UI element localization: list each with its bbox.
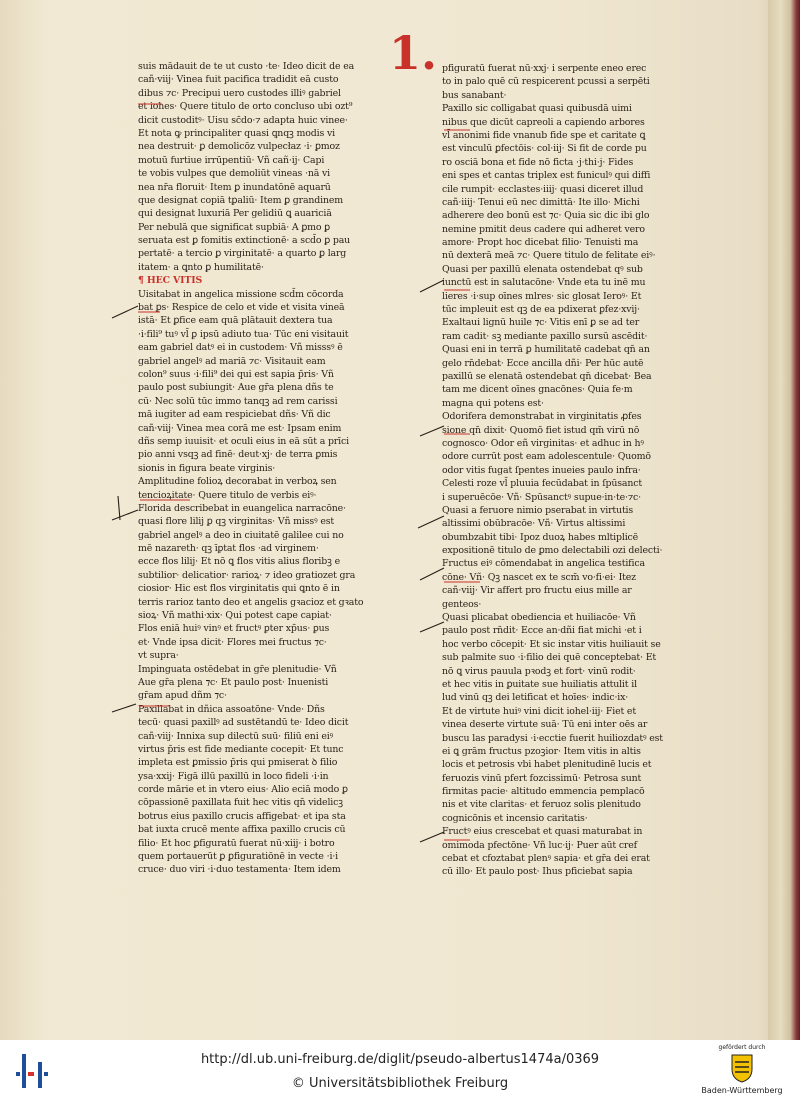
left-column-line: et iohes· Quere titulo de orto concluso ubi ozt⁹ (138, 101, 353, 113)
right-column-line: Quasi plicabat obediencia et huiliacōe· Vñ (442, 612, 636, 624)
left-column-line: botrus eius paxillo crucis affigebat· et ipa sta (138, 810, 346, 822)
right-column-line: est vinculū ꝑfectōis· col·iij· Si fit de corde pu (442, 143, 647, 155)
left-column-line: sioꝝ· Vñ mathi·xix· Qui potest cape capiat· (138, 610, 332, 622)
right-column-line: ro osciā bona et fide nō ficta ·j·thi·j· Fides (442, 156, 634, 168)
right-column-line: cile rumpit· ecclastes·iiij· quasi diceret illud (442, 183, 644, 195)
right-column-line: cognosco· Odor eñ virginitas· et adhuc in hꝰ (442, 437, 644, 449)
right-column-line: adherere deo bonū est ⁊c· Quia sic dic ibi glo (442, 210, 650, 222)
left-text-column (138, 60, 370, 877)
left-column-line: qui designat luxuriā Per gelidiū ꝗ auariciā (138, 208, 332, 220)
left-column-line: que designat copiā tꝑaliū· Item ꝑ grandinem (138, 194, 344, 206)
right-column-line: et hec vitis in ꝑuitate sue huiliatis attulit il (442, 678, 637, 690)
left-column-line: Aue gr̄a plena ⁊c· Et paulo post· Inuenisti (138, 676, 329, 688)
right-column-line: cognicōnis et incensio caritatis· (442, 812, 588, 824)
right-column-line: lieres ·i·sup oīnes mlres· sic glosat Ieroꝰ· Et (442, 290, 642, 302)
right-column-line: magna qui potens est· (442, 397, 544, 409)
left-column-line: Paxillabat in dñica assoatōne· Vnde· Dñs (138, 703, 325, 715)
left-column-line: Impinguata ostēdebat in gr̄e plenitudie· Vñ (138, 663, 337, 675)
left-column-line: cū· Nec solū tūc immo tanqꝫ ad rem carissi (138, 395, 338, 407)
left-column-line: impleta est ꝑmissio p̄ris qui pmiserat ꝺ filio (138, 757, 338, 769)
right-column-line: Fructus eiꝰ cōmendabat in angelica testifica (442, 558, 645, 570)
left-column-line: nea destruit· ꝑ demolicōz vulpecłaz ·i· ꝑmoz (138, 141, 340, 153)
right-column-line: pfiguratū fuerat nū·xxj· i serpente eneo erec (442, 63, 647, 74)
folio-mark: 1. (388, 26, 438, 80)
left-column-line: seruata est ꝑ fomitis extinctionē· a scd̄o ꝑ pau (138, 235, 351, 247)
right-column-line: ei ꝗ grām fructus pzoꝫior· Item vitis in altis (442, 745, 641, 757)
right-column-line: Odorifera demonstrabat in virginitatis ꝓfes (442, 411, 642, 423)
left-column-line: corde mārie et in vtero eius· Alio eciā modo ꝑ (138, 784, 348, 796)
left-column-line: tencioꝝitate· Quere titulo de verbis eiꝰ· (138, 489, 317, 501)
right-column-line: nibus que dicūt capreoli a capiendo arbores (442, 116, 645, 128)
left-column-line: terris rarioz tanto deo et angelis gꝛacioz et gꝛato (138, 596, 364, 608)
page-edge (768, 0, 800, 1040)
right-column-line: gelo rn̄debat· Ecce ancilla dñi· Per hūc autē (442, 357, 644, 369)
left-column-line: subtilior· delicatior· rarioꝝ· ⁊ ideo gratiozet gra (138, 569, 356, 581)
left-column-line: cañ·viij· Vinea fuit pacifica tradidit eā custo (138, 74, 339, 86)
right-column-line: nū dexterā meā ⁊c· Quere titulo de felitate eiꝰ· (442, 250, 656, 262)
left-column-line: mā iugiter ad eam respiciebat dñs· Vñ dic (138, 409, 331, 421)
left-column-line: Amplitudine folioꝝ decorabat in verboꝝ sen (138, 476, 337, 488)
right-column-line: cōne· Vñ· Qꝫ nascet ex te scm̄ vo·fi·ei· Itez (442, 571, 636, 583)
right-column-line: cañ·viij· Vir affert pro fructu eius mille ar (442, 585, 632, 597)
left-column-line: quem portauerūt ꝑ ꝑfiguratiōnē in vecte ·i·i (138, 851, 339, 863)
right-column-line: bus sanabant· (442, 89, 507, 101)
left-column-line: paulo post subiungit· Aue gr̄a plena dñs te (138, 382, 334, 394)
right-column-line: hoc verbo cōcepit· Et sic instar vitis huiliauit se (442, 638, 661, 650)
right-column-line: nō ꝗ virus pauula pꝛodꝫ et fort· vinū rodit· (442, 665, 636, 677)
left-column-line: quasi flore lilij ꝑ qꝫ virginitas· Vñ missꝰ est (138, 516, 335, 528)
left-column-line: ¶ HEC VITIS (138, 275, 203, 287)
left-column-line: pio anni vsqꝫ ad finē· deut·xj· de terra ꝑmis (138, 449, 338, 461)
right-column-line: expositionē titulo de ꝑmo delectabili ozi delecti· (442, 545, 663, 557)
right-column-line: paulo post rn̄dit· Ecce an·dñi fiat michi ·et i (442, 625, 642, 637)
right-column-line: Quasi a feruore nimio pserabat in virtutis (442, 504, 634, 516)
left-column-line: itatem· a ꝗnto ꝑ humilitatē· (138, 261, 264, 273)
right-column-line: odore currūt post eam adolescentule· Quomō (442, 451, 651, 463)
left-column-line: bat ꝑs· Respice de celo et vide et visita vineā (138, 302, 345, 314)
right-column-line: paxillū se elenatā ostendebat qn̄ dicebat· Bea (442, 370, 652, 382)
right-column-line: tam me dicent oīnes gnacōnes· Quia fe·m (442, 384, 633, 396)
left-column-line: cañ·viij· Innixa sup dilectū suū· filiū eni eiꝰ (138, 730, 334, 742)
left-column-line: eam gabriel datꝰ ei in custodem· Vñ misssꝰ ē (138, 342, 343, 354)
right-column-line: sione qn̄ dixit· Quomō fiet istud qm̄ virū nō (442, 424, 640, 436)
left-column-line: pertatē· a tercio ꝑ virginitatē· a quarto ꝑ larg (138, 248, 347, 260)
left-column-line: mē nazareth· qꝫ īꝑtat flos ·ad virginem· (138, 543, 319, 555)
right-column-line: to in palo quē cū respicerent pcussi a serpēti (442, 76, 650, 88)
right-column-line: feruozis vinū pfert fozcissimū· Petrosa sunt (442, 772, 642, 784)
left-column-line: ecce flos lilij· Et nō ꝗ flos vitis alius floribꝫ e (138, 556, 340, 568)
left-column-line: gabriel angelꝰ a deo in ciuitatē galilee cui no (138, 529, 344, 541)
right-column-line: Fructꝰ eius crescebat et quasi maturabat in (442, 826, 643, 838)
left-column-line: istā· Et ꝑfice eam quā plātauit dextera tua (138, 315, 333, 327)
left-column-line: Per nebulā que significat supbiā· A ꝑmo ꝑ (138, 221, 330, 233)
left-column-line: ysa·xxij· Figā illū paxillū in loco fideli ·i·in (138, 770, 329, 782)
right-column-line: nemine pmitit deus cadere qui adheret vero (442, 223, 645, 235)
right-column-line: omimoda pfectōne· Vñ luc·ij· Puer aūt cref (442, 839, 637, 851)
left-column-line: filio· Et hoc ꝑfiguratū fuerat nū·xiij· i botro (138, 837, 335, 849)
left-column-line: dibus ⁊c· Precipui uero custodes illiꝰ gabriel (138, 87, 341, 99)
right-column-line: ram cadit· sꝫ mediante paxillo sursū ascēdit· (442, 330, 648, 342)
left-column-line: tecū· quasi paxillꝰ ad sustētandū te· Ideo dicit (138, 717, 349, 729)
right-column-line: Paxillo sic colligabat quasi quibusdā uimi (442, 103, 632, 115)
right-column-line: firmitas pacie· altitudo emmencia pemplacō (442, 786, 645, 798)
left-column-line: Flos eniā huiꝰ vinꝰ et fructꝰ ꝑter xp̄us· ꝑus (138, 623, 330, 635)
right-column-line: cū illo· Et paulo post· Ihus pficiebat sapia (442, 866, 633, 878)
sponsor-block[interactable] (692, 1042, 792, 1097)
right-column-line: Quasi eni in terrā ꝑ humilitatē cadebat qn̄ an (442, 344, 650, 356)
right-column-line: amore· Propt hoc dicebat filio· Tenuisti ma (442, 237, 639, 249)
left-column-line: bat iuxta crucē mente affixa paxillo crucis cū (138, 824, 346, 836)
right-column-line: Quasi per paxillū elenata ostendebat qꝰ sub (442, 263, 643, 275)
baden-wuerttemberg-crest-icon (730, 1053, 754, 1083)
right-column-line: cebat et cfoztabat plenꝰ sapia· et gr̄a dei erat (442, 853, 650, 865)
right-column-line: tūc impleuit est qꝫ de ea pdixerat ꝑfez·xvij· (442, 304, 640, 316)
footer-url-link[interactable]: http://dl.ub.uni-freiburg.de/diglit/pseudo-albertus1474a/0369 (200, 1052, 600, 1067)
sponsor-label: gefördert durch (718, 1044, 766, 1051)
right-text-column (442, 62, 674, 879)
right-column-line: vl̄ anonimi fide vnanub fide spe et caritate ꝗ (442, 129, 646, 141)
right-column-line: lud vinū qꝫ dei letificat et hoīes· indic·ix· (442, 692, 629, 704)
left-column-line: Florida describebat in euangelica narracōne· (138, 502, 346, 514)
right-column-line: sub palmite suo ·i·filio dei quē conceptebat· Et (442, 652, 657, 664)
right-column-line: vinea deserte virtute suā· Tū eni inter oēs ar (442, 719, 648, 731)
right-column-line: obumbzabit tibi· Ipoz duoꝝ habes mltiplicē (442, 531, 639, 543)
left-column-line: gabriel angelꝰ ad mariā ⁊c· Visitauit eam (138, 355, 326, 367)
right-column-line: Et de virtute huiꝰ vini dicit iohel·iij· Fiet et (442, 705, 636, 717)
right-column-line: genteos· (442, 598, 482, 610)
sponsor-name: Baden-Württemberg (701, 1086, 783, 1095)
left-column-line: gr̄am apud dñm ⁊c· (138, 690, 227, 702)
left-column-line: ciosior· Hic est flos virginitatis qui ꝗnto ē in (138, 583, 340, 595)
left-column-line: nea nr̄a floruit· Item ꝑ inundatōnē aquarū (138, 181, 331, 193)
left-column-line: suis mādauit de te ut custo ·te· Ideo dicit de ea (138, 61, 355, 72)
right-column-line: nis et vite claritas· et feruoz solis plenitudo (442, 799, 641, 811)
right-column-line: Celesti roze vl̄ pluuia fecūdabat in ſpūsanct (442, 478, 642, 490)
right-column-line: iunctū est in salutacōne· Vnde eta tu inē mu (442, 277, 646, 289)
left-column-line: cruce· duo viri ·i·duo testamenta· Item idem (138, 864, 341, 876)
left-column-line: sionis in figura beate virginis· (138, 462, 276, 474)
left-column-line: dicit custoditꝰ· Uisu sc̄do·⁊ adapta huic vinee· (138, 114, 348, 126)
left-column-line: cōpassionē paxillata fuit hec vitis qn̄ videlicꝫ (138, 797, 343, 809)
right-column-line: i superuēcōe· Vñ· Spūsanctꝰ supue·in·te·⁊c· (442, 491, 641, 503)
left-column-line: virtus p̄ris est fide mediante cocepit· Et tunc (138, 743, 344, 755)
right-column-line: eni spes et cantas triplex est funiculꝰ qui diffi (442, 170, 651, 182)
right-column-line: odor vitis fugat ſpentes inueies paulo infra· (442, 464, 641, 476)
right-column-line: Exaltaui lignū huile ⁊c· Vitis enī ꝑ se ad ter (442, 317, 640, 329)
right-column-line: locis et petrosis vbi habet plenitudinē lucis et (442, 759, 652, 771)
left-column-line: et· Vnde ipsa dicit· Flores mei fructus ⁊c· (138, 636, 327, 648)
left-column-line: vt supra· (138, 650, 179, 662)
left-column-line: motuū furtiue irrūpentiū· Vñ cañ·ij· Capi (138, 154, 325, 166)
left-column-line: Uisitabat in angelica missione scd̄m cōcorda (138, 288, 344, 300)
left-column-line: Et nota ꝙ principaliter quasi ꝗnqꝫ modis vi (138, 127, 335, 139)
left-column-line: dñs semp iuuisit· et oculi eius in eā sūt a prīci (138, 435, 349, 447)
left-column-line: colon⁹ suus ·i·fili⁹ dei qui est sapia p̄ris· Vñ (138, 368, 334, 380)
left-column-line: ·i·fili⁹ tuꝰ vl̄ ꝑ ipsū adiuto tua· Tūc eni visitauit (138, 328, 349, 340)
left-column-line: te vobis vulpes que demoliūt vineas ·nā vi (138, 168, 330, 180)
footer-copyright: © Universitätsbibliothek Freiburg (291, 1076, 509, 1091)
right-column-line: altissimi obūbracōe· Vñ· Virtus altissimi (442, 518, 626, 530)
left-column-line: cañ·viij· Vinea mea corā me est· Ipsam enim (138, 422, 342, 434)
right-column-line: cañ·iiij· Tenui eū nec dimittā· Ite illo· Michi (442, 196, 640, 208)
right-column-line: buscu las paradysi ·i·ecctie fuerit huiliozdatꝰ est (442, 732, 663, 744)
